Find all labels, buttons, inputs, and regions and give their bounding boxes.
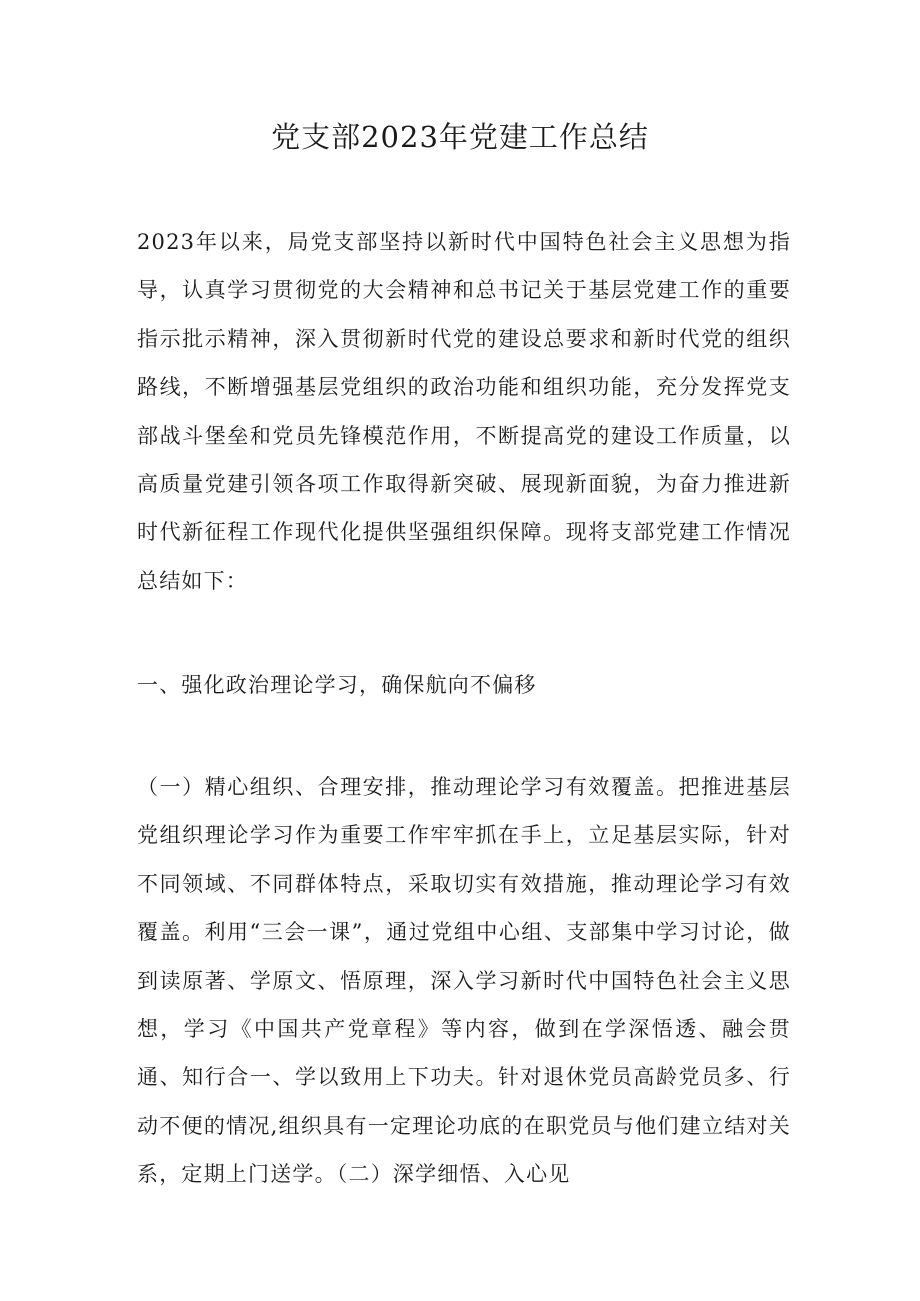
section-body-paragraph: （一）精心组织、合理安排，推动理论学习有效覆盖。把推进基层党组织理论学习作为重要工作牢牢抓在手上，立足基层实际，针对不同领域、不同群体特点，采取切实有效措施，推动理论学习有效覆盖。利用“三会一课”，通过党组中心组、支部集中学习讨论，做到读原著、学原文、悟原理，深入学习新时代中国特色社会主义思想，学习《中国共产党章程》等内容，做到在学深悟透、融会贯通、知行合一、学以致用上下功夫。针对退休党员高龄党员多、行动不便的情况,组织具有一定理论功底的在职党员与他们建立结对关系，定期上门送学。（二）深学细悟、入心见 bbox=[137, 775, 791, 1187]
document-title: 党支部2023年党建工作总结 bbox=[271, 120, 649, 154]
intro-paragraph: 2023年以来，局党支部坚持以新时代中国特色社会主义思想为指导，认真学习贯彻党的大会精神和总书记关于基层党建工作的重要指示批示精神，深入贯彻新时代党的建设总要求和新时代党的组织路线，不断增强基层党组织的政治功能和组织功能，充分发挥党支部战斗堡垒和党员先锋模范作用，不断提高党的建设工作质量，以高质量党建引领各项工作取得新突破、展现新面貌，为奋力推进新时代新征程工作现代化提供坚强组织保障。现将支部党建工作情况总结如下： bbox=[137, 230, 791, 593]
section-heading: 一、强化政治理论学习，确保航向不偏移 bbox=[137, 673, 537, 697]
